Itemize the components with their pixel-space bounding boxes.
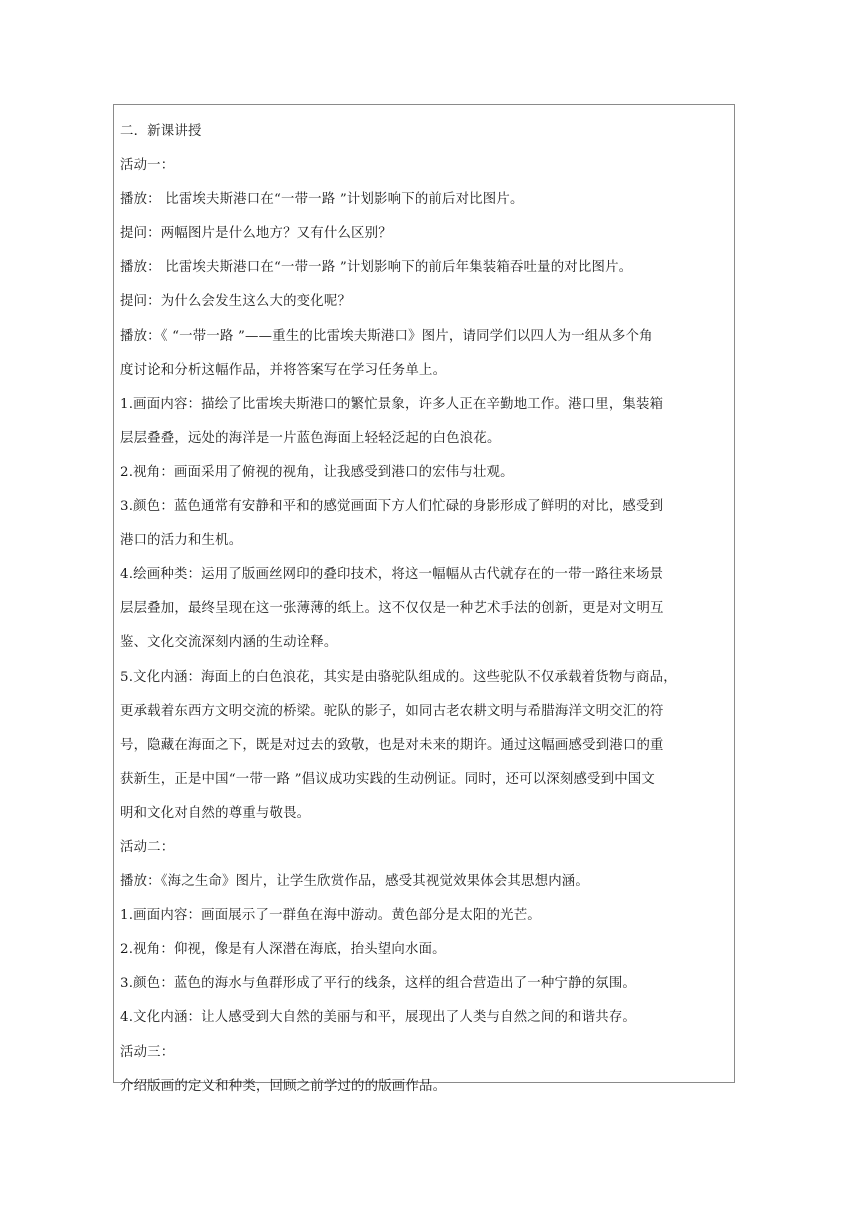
activity-heading-2: 活动二： <box>120 839 175 855</box>
text-line: 提问：两幅图片是什么地方？又有什么区别？ <box>120 226 392 242</box>
section-heading: 二．新课讲授 <box>120 124 202 139</box>
text-line: 2.视角：画面采用了俯视的视角，让我感受到港口的宏伟与壮观。 <box>120 464 514 480</box>
text-line: 2.视角：仰视，像是有人深潜在海底，抬头望向水面。 <box>120 942 446 958</box>
text-line: 5.文化内涵：海面上的白色浪花，其实是由骆驼队组成的。这些驼队不仅承载着货物与商品， <box>120 669 677 685</box>
text-line: 1.画面内容：画面展示了一群鱼在海中游动。黄色部分是太阳的光芒。 <box>120 908 541 924</box>
text-line: 播放：《海之生命》图片，让学生欣赏作品，感受其视觉效果体会其思想内涵。 <box>120 874 589 890</box>
activity-heading-1: 活动一： <box>120 158 175 174</box>
text-line: 层层叠叠，远处的海洋是一片蓝色海面上轻轻泛起的白色浪花。 <box>120 430 501 446</box>
text-line: 播放：《 “一带一路 ”——重生的比雷埃夫斯港口》图片，请同学们以四人为一组从多个角 <box>120 328 653 344</box>
text-line: 获新生，正是中国“一带一路 ”倡议成功实践的生动例证。同时，还可以深刻感受到中国文 <box>120 771 655 787</box>
text-line: 播放： 比雷埃夫斯港口在“一带一路 ”计划影响下的前后年集装箱吞吐量的对比图片。 <box>120 260 633 276</box>
text-line: 鉴、文化交流深刻内涵的生动诠释。 <box>120 635 338 651</box>
text-line: 3.颜色：蓝色的海水与鱼群形成了平行的线条，这样的组合营造出了一种宁静的氛围。 <box>120 976 637 992</box>
text-line: 介绍版画的定义和种类，回顾之前学过的的版画作品。 <box>120 1078 447 1094</box>
text-line: 更承载着东西方文明交流的桥梁。驼队的影子，如同古老农耕文明与希腊海洋文明交汇的符 <box>120 703 664 719</box>
text-line: 港口的活力和生机。 <box>120 533 243 549</box>
text-line: 号，隐藏在海面之下，既是对过去的致敬，也是对未来的期许。通过这幅画感受到港口的重 <box>120 737 664 753</box>
text-line: 4.文化内涵：让人感受到大自然的美丽与和平，展现出了人类与自然之间的和谐共存。 <box>120 1010 637 1026</box>
text-line: 4.绘画种类：运用了版画丝网印的叠印技术，将这一幅幅从古代就存在的一带一路往来场景 <box>120 567 664 583</box>
text-line: 层层叠加，最终呈现在这一张薄薄的纸上。这不仅仅是一种艺术手法的创新，更是对文明互 <box>120 601 664 617</box>
lesson-table-cell <box>113 104 735 1094</box>
text-line: 度讨论和分析这幅作品，并将答案写在学习任务单上。 <box>120 362 447 378</box>
text-line: 1.画面内容：描绘了比雷埃夫斯港口的繁忙景象，许多人正在辛勤地工作。港口里，集装箱 <box>120 396 664 412</box>
text-line: 3.颜色：蓝色通常有安静和平和的感觉画面下方人们忙碌的身影形成了鲜明的对比，感受到 <box>120 499 664 515</box>
activity-heading-3: 活动三： <box>120 1044 175 1060</box>
text-line: 播放： 比雷埃夫斯港口在“一带一路 ”计划影响下的前后对比图片。 <box>120 192 524 208</box>
text-line: 明和文化对自然的尊重与敬畏。 <box>120 805 311 821</box>
text-line: 提问：为什么会发生这么大的变化呢？ <box>120 294 352 310</box>
